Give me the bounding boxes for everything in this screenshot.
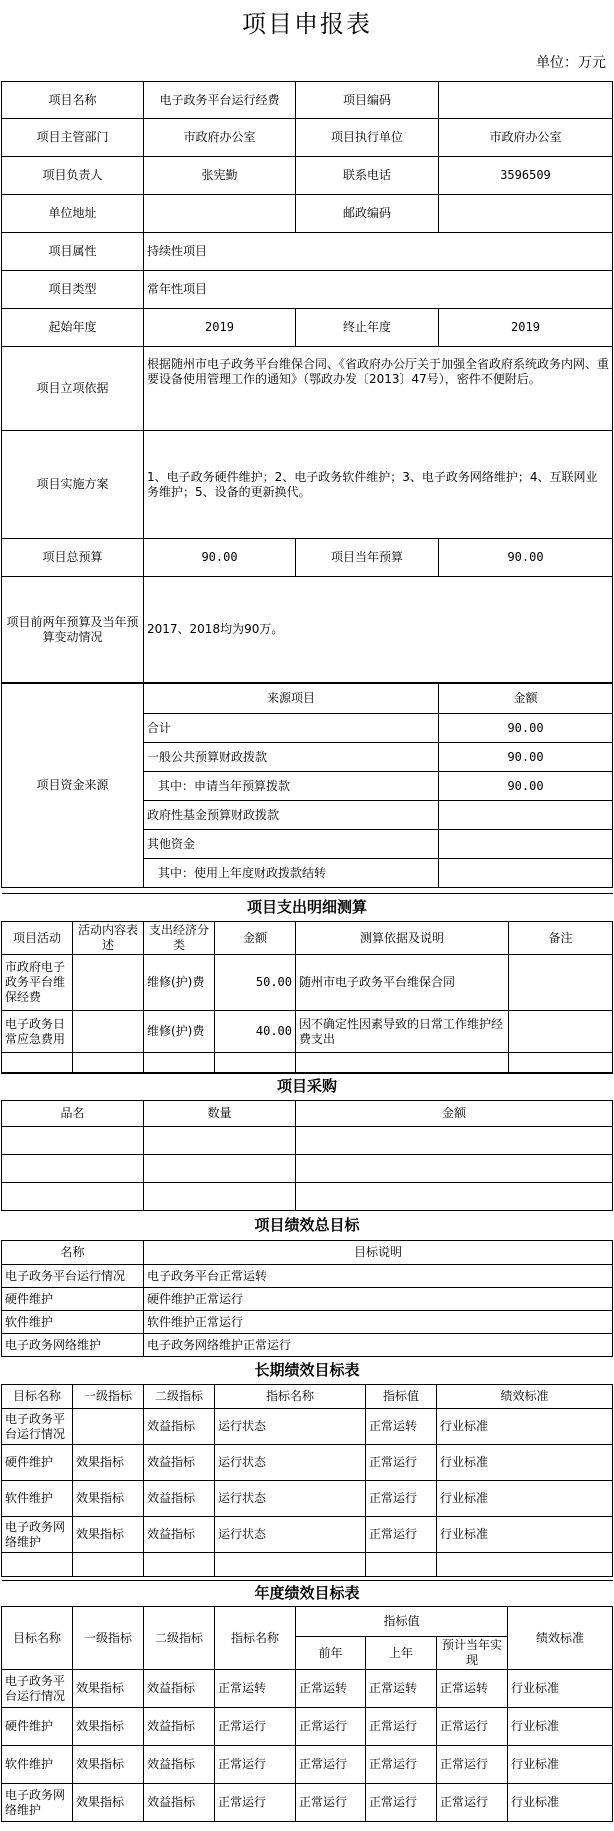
table-row xyxy=(2,1445,613,1481)
annual-cell: 正常运行 xyxy=(366,1708,437,1746)
annual-header: 指标名称 xyxy=(215,1607,296,1670)
label-addr: 单位地址 xyxy=(2,195,144,233)
purchase-table xyxy=(1,1072,613,1211)
table-row xyxy=(2,1334,613,1357)
start-value: 2019 xyxy=(144,309,296,347)
funds-row-amt xyxy=(439,859,613,888)
longterm-header: 绩效标准 xyxy=(437,1385,613,1409)
expense-header: 金额 xyxy=(215,922,296,955)
proj-name-value: 电子政务平台运行经费 xyxy=(144,82,296,119)
exec-value: 市政府办公室 xyxy=(439,119,613,157)
longterm-header: 一级指标 xyxy=(73,1385,144,1409)
table-row xyxy=(2,1746,613,1784)
longterm-cell: 行业标准 xyxy=(437,1445,613,1481)
longterm-cell: 运行状态 xyxy=(215,1409,366,1445)
total-value: 90.00 xyxy=(144,539,296,577)
expense-cell xyxy=(509,955,613,1011)
annual-cell: 电子政务平台运行情况 xyxy=(2,1670,73,1708)
annual-cell: 正常运行 xyxy=(437,1784,508,1822)
table-row xyxy=(2,1481,613,1517)
longterm-cell: 效益指标 xyxy=(144,1409,215,1445)
expense-cell: 40.00 xyxy=(215,1011,296,1053)
funds-row-amt: 90.00 xyxy=(439,743,613,772)
label-funds: 项目资金来源 xyxy=(2,684,144,888)
annual-cell: 正常运行 xyxy=(366,1746,437,1784)
annual-cell: 硬件维护 xyxy=(2,1708,73,1746)
label-leader: 项目负责人 xyxy=(2,157,144,195)
longterm-cell: 效果指标 xyxy=(73,1517,144,1553)
page-title: 项目申报表 xyxy=(242,10,372,38)
annual-header: 指标值 xyxy=(296,1607,508,1637)
longterm-header: 二级指标 xyxy=(144,1385,215,1409)
annual-cell: 效益指标 xyxy=(144,1746,215,1784)
funds-row-name: 其他资金 xyxy=(144,830,439,859)
table-row xyxy=(2,1517,613,1553)
overall-cell: 硬件维护 xyxy=(2,1288,144,1311)
annual-cell: 正常运转 xyxy=(215,1670,296,1708)
end-value: 2019 xyxy=(439,309,613,347)
expense-cell xyxy=(73,1011,144,1053)
attr-value: 持续性项目 xyxy=(144,233,613,271)
phone-value: 3596509 xyxy=(439,157,613,195)
expense-cell xyxy=(73,1053,144,1074)
annual-cell: 正常运行 xyxy=(215,1746,296,1784)
longterm-header: 指标名称 xyxy=(215,1385,366,1409)
label-basis: 项目立项依据 xyxy=(2,347,144,431)
annual-cell: 正常运行 xyxy=(296,1784,366,1822)
longterm-cell: 行业标准 xyxy=(437,1409,613,1445)
expense-table xyxy=(1,893,613,1074)
purchase-title: 项目采购 xyxy=(2,1073,613,1101)
annual-cell: 正常运行 xyxy=(437,1708,508,1746)
longterm-cell: 运行状态 xyxy=(215,1481,366,1517)
table-row xyxy=(2,1288,613,1311)
expense-header: 项目活动 xyxy=(2,922,73,955)
longterm-header: 目标名称 xyxy=(2,1385,73,1409)
purchase-cell xyxy=(296,1127,613,1155)
annual-cell: 正常运转 xyxy=(366,1670,437,1708)
table-row xyxy=(2,1265,613,1288)
overall-cell: 电子政务网络维护正常运行 xyxy=(144,1334,613,1357)
annual-cell: 效果指标 xyxy=(73,1708,144,1746)
label-prev: 项目前两年预算及当年预算变动情况 xyxy=(2,577,144,683)
expense-cell xyxy=(509,1053,613,1074)
label-proj-code: 项目编码 xyxy=(296,82,439,119)
purchase-header: 品名 xyxy=(2,1101,144,1127)
expense-cell: 50.00 xyxy=(215,955,296,1011)
label-exec: 项目执行单位 xyxy=(296,119,439,157)
annual-cell: 正常运转 xyxy=(437,1670,508,1708)
prev-value: 2017、2018均为90万。 xyxy=(144,577,613,683)
annual-cell: 正常运行 xyxy=(215,1784,296,1822)
funds-head-amt: 金额 xyxy=(439,684,613,714)
annual-cell: 软件维护 xyxy=(2,1746,73,1784)
purchase-cell xyxy=(144,1155,296,1183)
annual-cell: 正常运行 xyxy=(296,1746,366,1784)
annual-cell: 效果指标 xyxy=(73,1746,144,1784)
table-row xyxy=(2,1127,613,1155)
longterm-cell xyxy=(144,1553,215,1577)
longterm-cell: 硬件维护 xyxy=(2,1445,73,1481)
annual-table xyxy=(1,1580,613,1822)
annual-cell: 正常运行 xyxy=(366,1784,437,1822)
table-row xyxy=(2,1311,613,1334)
expense-cell xyxy=(2,1053,73,1074)
table-row xyxy=(2,1011,613,1053)
annual-subheader: 预计当年实现 xyxy=(437,1637,508,1670)
type-value: 常年性项目 xyxy=(144,271,613,309)
label-type: 项目类型 xyxy=(2,271,144,309)
longterm-cell: 正常运行 xyxy=(366,1481,437,1517)
expense-header: 测算依据及说明 xyxy=(296,922,509,955)
annual-cell: 效果指标 xyxy=(73,1784,144,1822)
addr-value xyxy=(144,195,296,233)
expense-cell xyxy=(144,1053,215,1074)
table-row xyxy=(2,1708,613,1746)
longterm-cell: 正常运行 xyxy=(366,1517,437,1553)
annual-header: 一级指标 xyxy=(73,1607,144,1670)
purchase-cell xyxy=(144,1183,296,1211)
dept-value: 市政府办公室 xyxy=(144,119,296,157)
expense-title: 项目支出明细测算 xyxy=(2,894,613,922)
longterm-cell xyxy=(215,1553,366,1577)
expense-cell xyxy=(73,955,144,1011)
longterm-cell: 效果指标 xyxy=(73,1481,144,1517)
annual-cell: 行业标准 xyxy=(508,1708,613,1746)
table-row xyxy=(2,1183,613,1211)
annual-cell: 电子政务网络维护 xyxy=(2,1784,73,1822)
table-row xyxy=(2,1670,613,1708)
funds-row-name: 其中：使用上年度财政拨款结转 xyxy=(144,859,439,888)
funds-row-name: 一般公共预算财政拨款 xyxy=(144,743,439,772)
label-total: 项目总预算 xyxy=(2,539,144,577)
table-row xyxy=(2,1784,613,1822)
annual-cell: 正常运行 xyxy=(296,1708,366,1746)
annual-cell: 效益指标 xyxy=(144,1784,215,1822)
label-end: 终止年度 xyxy=(296,309,439,347)
label-proj-name: 项目名称 xyxy=(2,82,144,119)
annual-header: 目标名称 xyxy=(2,1607,73,1670)
longterm-cell xyxy=(366,1553,437,1577)
table-row xyxy=(2,955,613,1011)
table-row xyxy=(2,1553,613,1577)
overall-table xyxy=(1,1210,613,1357)
longterm-cell: 效益指标 xyxy=(144,1517,215,1553)
funds-row-amt xyxy=(439,801,613,830)
year-value: 90.00 xyxy=(439,539,613,577)
longterm-header: 指标值 xyxy=(366,1385,437,1409)
label-attr: 项目属性 xyxy=(2,233,144,271)
expense-cell: 维修(护)费 xyxy=(144,955,215,1011)
expense-cell: 因不确定性因素导致的日常工作维护经费支出 xyxy=(296,1011,509,1053)
funds-row-amt xyxy=(439,830,613,859)
overall-header: 目标说明 xyxy=(144,1241,613,1265)
label-dept: 项目主管部门 xyxy=(2,119,144,157)
annual-cell: 效果指标 xyxy=(73,1670,144,1708)
longterm-cell: 效益指标 xyxy=(144,1481,215,1517)
longterm-cell: 电子政务网络维护 xyxy=(2,1517,73,1553)
annual-subheader: 上年 xyxy=(366,1637,437,1670)
info-table xyxy=(1,81,613,683)
overall-cell: 电子政务平台运行情况 xyxy=(2,1265,144,1288)
longterm-cell xyxy=(2,1553,73,1577)
longterm-cell: 效益指标 xyxy=(144,1445,215,1481)
purchase-cell xyxy=(144,1127,296,1155)
zip-value xyxy=(439,195,613,233)
longterm-cell: 正常运行 xyxy=(366,1445,437,1481)
expense-header: 活动内容表述 xyxy=(73,922,144,955)
longterm-cell: 正常运转 xyxy=(366,1409,437,1445)
purchase-cell xyxy=(2,1155,144,1183)
annual-header: 绩效标准 xyxy=(508,1607,613,1670)
expense-header: 备注 xyxy=(509,922,613,955)
annual-title: 年度绩效目标表 xyxy=(2,1581,613,1607)
expense-cell xyxy=(296,1053,509,1074)
leader-value: 张宪勤 xyxy=(144,157,296,195)
annual-cell: 正常运转 xyxy=(296,1670,366,1708)
expense-cell: 电子政务日常应急费用 xyxy=(2,1011,73,1053)
overall-cell: 软件维护正常运行 xyxy=(144,1311,613,1334)
expense-cell: 市政府电子政务平台维保经费 xyxy=(2,955,73,1011)
plan-value: 1、电子政务硬件维护；2、电子政务软件维护；3、电子政务网络维护；4、互联网业务维护；5、设备的更新换代。 xyxy=(144,431,613,539)
longterm-cell xyxy=(437,1553,613,1577)
expense-cell xyxy=(215,1053,296,1074)
purchase-header: 数量 xyxy=(144,1101,296,1127)
table-row xyxy=(2,1053,613,1074)
funds-row-amt: 90.00 xyxy=(439,714,613,743)
expense-cell: 随州市电子政务平台维保合同 xyxy=(296,955,509,1011)
annual-subheader: 前年 xyxy=(296,1637,366,1670)
longterm-cell: 运行状态 xyxy=(215,1445,366,1481)
longterm-cell: 行业标准 xyxy=(437,1481,613,1517)
purchase-cell xyxy=(2,1127,144,1155)
annual-cell: 行业标准 xyxy=(508,1784,613,1822)
label-zip: 邮政编码 xyxy=(296,195,439,233)
purchase-cell xyxy=(296,1155,613,1183)
overall-title: 项目绩效总目标 xyxy=(2,1211,613,1241)
table-row xyxy=(2,1409,613,1445)
longterm-cell: 运行状态 xyxy=(215,1517,366,1553)
label-plan: 项目实施方案 xyxy=(2,431,144,539)
overall-cell: 电子政务平台正常运转 xyxy=(144,1265,613,1288)
label-year: 项目当年预算 xyxy=(296,539,439,577)
funds-row-name: 政府性基金预算财政拨款 xyxy=(144,801,439,830)
label-phone: 联系电话 xyxy=(296,157,439,195)
longterm-cell xyxy=(73,1553,144,1577)
annual-cell: 行业标准 xyxy=(508,1746,613,1784)
funds-row-name: 其中：申请当年预算拨款 xyxy=(144,772,439,801)
purchase-cell xyxy=(296,1183,613,1211)
basis-value: 根据随州市电子政务平台维保合同、《省政府办公厅关于加强全省政府系统政务内网、重要设备使用管理工作的通知》（鄂政办发〔2013〕47号），密件不便附后。 xyxy=(144,347,613,431)
unit-label: 单位：万元 xyxy=(536,55,606,71)
overall-cell: 电子政务网络维护 xyxy=(2,1334,144,1357)
annual-cell: 正常运行 xyxy=(437,1746,508,1784)
overall-cell: 软件维护 xyxy=(2,1311,144,1334)
proj-code-value xyxy=(439,82,613,119)
overall-header: 名称 xyxy=(2,1241,144,1265)
longterm-table xyxy=(1,1356,613,1577)
longterm-cell: 效果指标 xyxy=(73,1445,144,1481)
purchase-cell xyxy=(2,1183,144,1211)
funds-row-name: 合计 xyxy=(144,714,439,743)
longterm-title: 长期绩效目标表 xyxy=(2,1357,613,1385)
expense-cell: 维修(护)费 xyxy=(144,1011,215,1053)
longterm-cell: 行业标准 xyxy=(437,1517,613,1553)
annual-cell: 效益指标 xyxy=(144,1708,215,1746)
purchase-header: 金额 xyxy=(296,1101,613,1127)
funds-table xyxy=(1,683,613,888)
overall-cell: 硬件维护正常运行 xyxy=(144,1288,613,1311)
longterm-cell xyxy=(73,1409,144,1445)
expense-cell xyxy=(509,1011,613,1053)
expense-header: 支出经济分类 xyxy=(144,922,215,955)
table-row xyxy=(2,1155,613,1183)
annual-cell: 行业标准 xyxy=(508,1670,613,1708)
longterm-cell: 电子政务平台运行情况 xyxy=(2,1409,73,1445)
annual-cell: 正常运行 xyxy=(215,1708,296,1746)
annual-cell: 效益指标 xyxy=(144,1670,215,1708)
funds-row-amt: 90.00 xyxy=(439,772,613,801)
funds-head-src: 来源项目 xyxy=(144,684,439,714)
label-start: 起始年度 xyxy=(2,309,144,347)
annual-header: 二级指标 xyxy=(144,1607,215,1670)
longterm-cell: 软件维护 xyxy=(2,1481,73,1517)
